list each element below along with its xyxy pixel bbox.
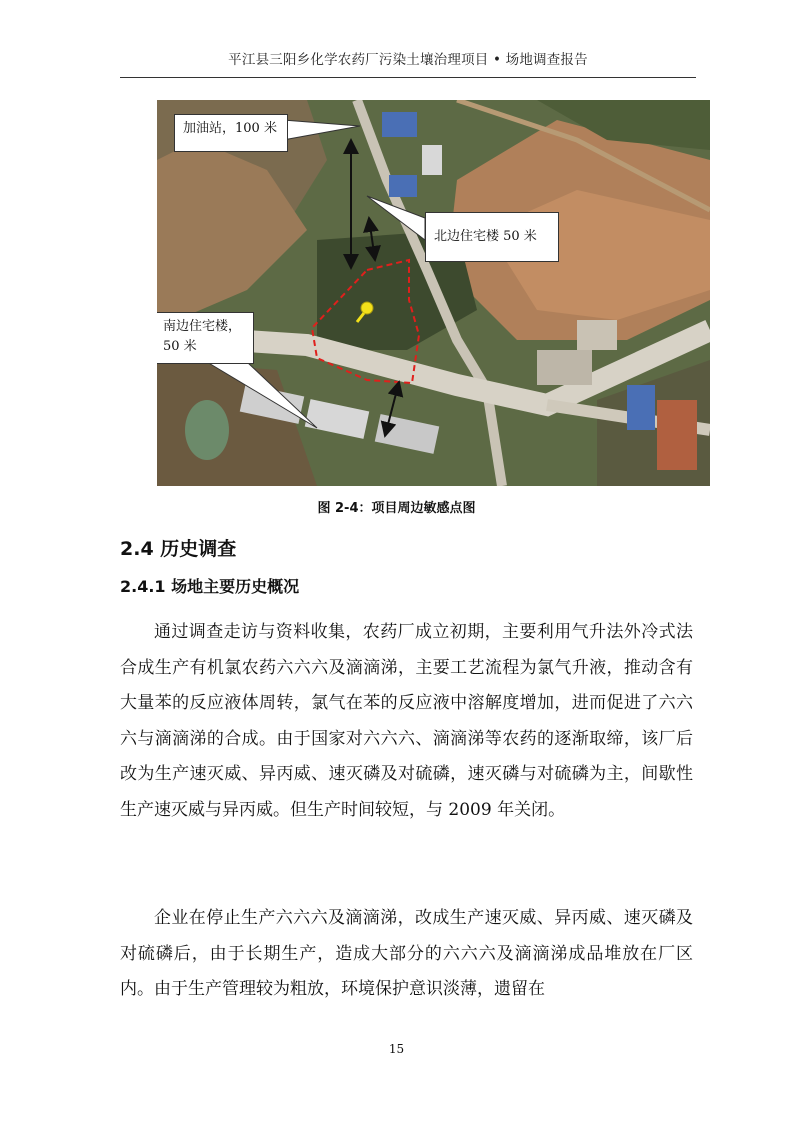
north-residential-callout <box>425 212 559 262</box>
figure-caption: 图 2-4：项目周边敏感点图 <box>317 501 476 516</box>
gas-station-callout <box>174 114 288 152</box>
section-heading: 2.4 历史调查 <box>120 538 237 560</box>
north-residential-label: 北边住宅楼 50 米 <box>434 229 537 244</box>
paragraph-2: 企业在停止生产六六六及滴滴涕，改成生产速灭威、异丙威、速灭磷及对硫磷后，由于长期生产，造成大部分的六六六及滴滴涕成品堆放在厂区内。由于生产管理较为粗放，环境保护意识淡薄，遗留在 <box>120 908 693 999</box>
running-header: 平江县三阳乡化学农药厂污染土壤治理项目 • 场地调查报告 <box>228 52 588 68</box>
building-east-cluster-2 <box>577 320 617 350</box>
building-white-1 <box>422 145 442 175</box>
header-rule <box>120 77 696 78</box>
satellite-map <box>157 100 710 486</box>
building-red-roof <box>657 400 697 470</box>
satellite-map-figure <box>157 100 710 486</box>
building-blue-roof-2 <box>389 175 417 197</box>
south-residential-callout <box>157 312 254 364</box>
pond <box>185 400 229 460</box>
building-east-cluster <box>537 350 592 385</box>
subsection-heading: 2.4.1 场地主要历史概况 <box>120 577 300 596</box>
gas-station-label: 加油站，100 米 <box>183 121 277 136</box>
paragraph-1: 通过调查走访与资料收集，农药厂成立初期，主要利用气升法外冷式法合成生产有机氯农药六六六及滴滴涕，主要工艺流程为氯气升液，推动含有大量苯的反应液体周转，氯气在苯的反应液中溶解度增加，进而促进了六六六与滴滴涕的合成。由于国家对六六六、滴滴涕等农药的逐渐取缔，该厂后改为生产速灭威、异丙威、速灭磷及对硫磷，速灭磷与对硫磷为主，间歇性生产速灭威与异丙威。但生产时间较短，与 2009 年关闭。 <box>120 622 693 820</box>
building-blue-roof-1 <box>382 112 417 137</box>
south-residential-label-line1: 南边住宅楼， <box>163 319 242 334</box>
building-blue-roof-3 <box>627 385 655 430</box>
page-number: 15 <box>388 1042 405 1056</box>
south-residential-label-line2: 50 米 <box>163 339 197 354</box>
